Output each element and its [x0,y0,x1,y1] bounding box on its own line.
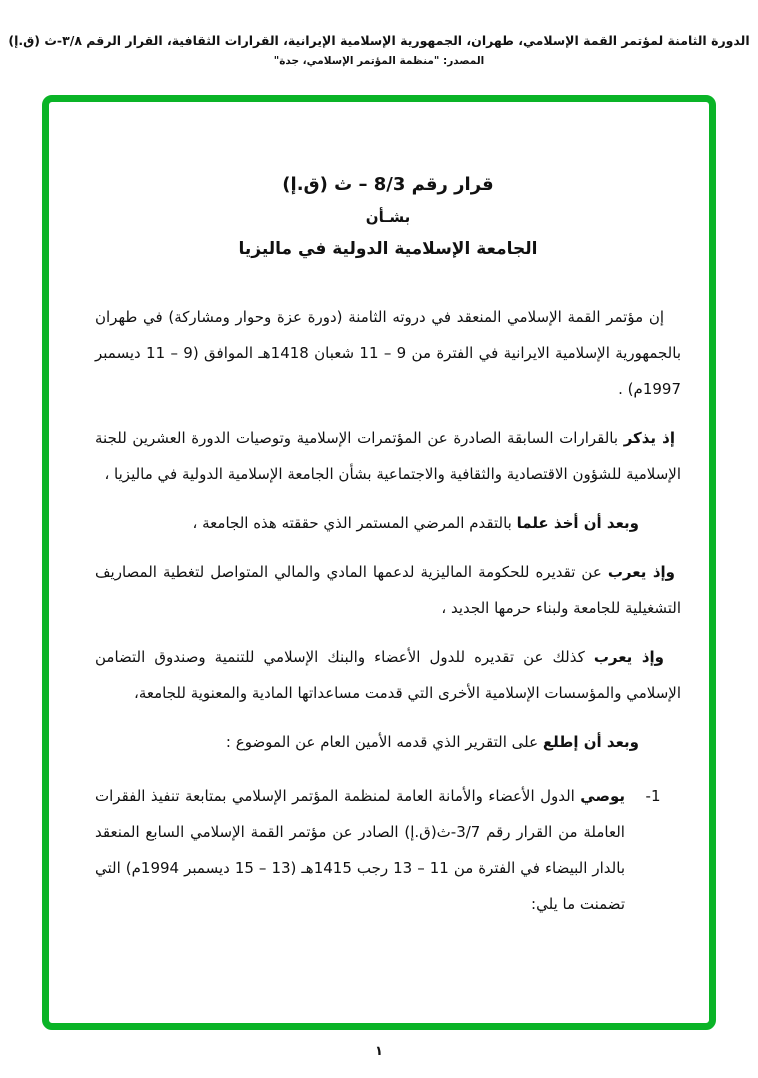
title-regarding: بشـأن [365,208,411,226]
document-content [49,102,709,1023]
paragraph-text: بالتقدم المرضي المستمر الذي حققته هذه الجامعة ، [192,514,512,532]
item-lead: يوصي [580,787,625,805]
resolution-title-block [95,174,681,259]
paragraph-preamble [95,299,681,407]
paragraph-text: على التقرير الذي قدمه الأمين العام عن الموضوع : [225,733,539,751]
paragraph-lead: وإذ يعرب [607,563,675,581]
paragraph-noting [95,505,681,541]
paragraph-text: بالقرارات السابقة الصادرة عن المؤتمرات الإسلامية وتوصيات الدورة العشرين للجنة الإسلامية للشؤون الاقتصادية والثقافية والاجتماعية بشأن الجامعة الإسلامية الدولية في ماليزيا ، [95,429,681,483]
item-number: 1- [645,787,661,805]
item-text: الدول الأعضاء والأمانة العامة لمنظمة المؤتمر الإسلامي بمتابعة تنفيذ الفقرات العاملة من القرار رقم 3/7-ث(ق.إ) الصادر عن مؤتمر القمة الإسلامي السابع المنعقد بالدار البيضاء في الفترة من 11 – 13 رجب 1415هـ (13 – 15 ديسمبر 1994م) التي تضمنت ما يلي: [95,787,625,913]
citation-line: الدورة الثامنة لمؤتمر القمة الإسلامي، طهران، الجمهورية الإسلامية الإيرانية، القرارات الثقافية، القرار الرقم ٣/٨-ث (ق.إ) [8,33,750,48]
paragraph-text: عن تقديره للحكومة الماليزية لدعمها المادي والمالي المتواصل لتغطية المصاريف التشغيلية للجامعة ولبناء حرمها الجديد ، [95,563,681,617]
citation-header [0,33,758,67]
paragraph-lead: وبعد أن أخذ علما [516,514,639,532]
paragraph-lead: وإذ يعرب [593,648,664,666]
source-line: المصدر: "منظمة المؤتمر الإسلامي، جدة" [273,55,485,67]
resolution-number-title: قرار رقم 8/3 – ث (ق.إ) [282,174,494,195]
paragraph-text: إن مؤتمر القمة الإسلامي المنعقد في دروته الثامنة (دورة عزة وحوار ومشاركة) في طهران بالجمهورية الإسلامية الايرانية في الفترة من 9 – 11 شعبان 1418هـ الموافق (9 – 11 ديسمبر 1997م) . [95,308,681,398]
page-number: ١ [375,1044,383,1059]
paragraph-text: كذلك عن تقديره للدول الأعضاء والبنك الإسلامي للتنمية وصندوق التضامن الإسلامي والمؤسسات الإسلامية الأخرى التي قدمت مساعداتها المادية والمعنوية للجامعة، [95,648,681,702]
title-subject: الجامعة الإسلامية الدولية في ماليزيا [238,239,538,259]
paragraph-lead: وبعد أن إطلع [542,733,639,751]
item-text-block [95,778,625,922]
resolution-body [95,299,681,922]
paragraph-recalling [95,420,681,492]
paragraph-appreciation-members [95,639,681,711]
paragraph-report [95,724,681,760]
paragraph-lead: إذ يذكر [623,429,675,447]
paragraph-appreciation-malaysia [95,554,681,626]
numbered-item-1 [95,778,681,922]
green-border-frame [42,95,716,1030]
